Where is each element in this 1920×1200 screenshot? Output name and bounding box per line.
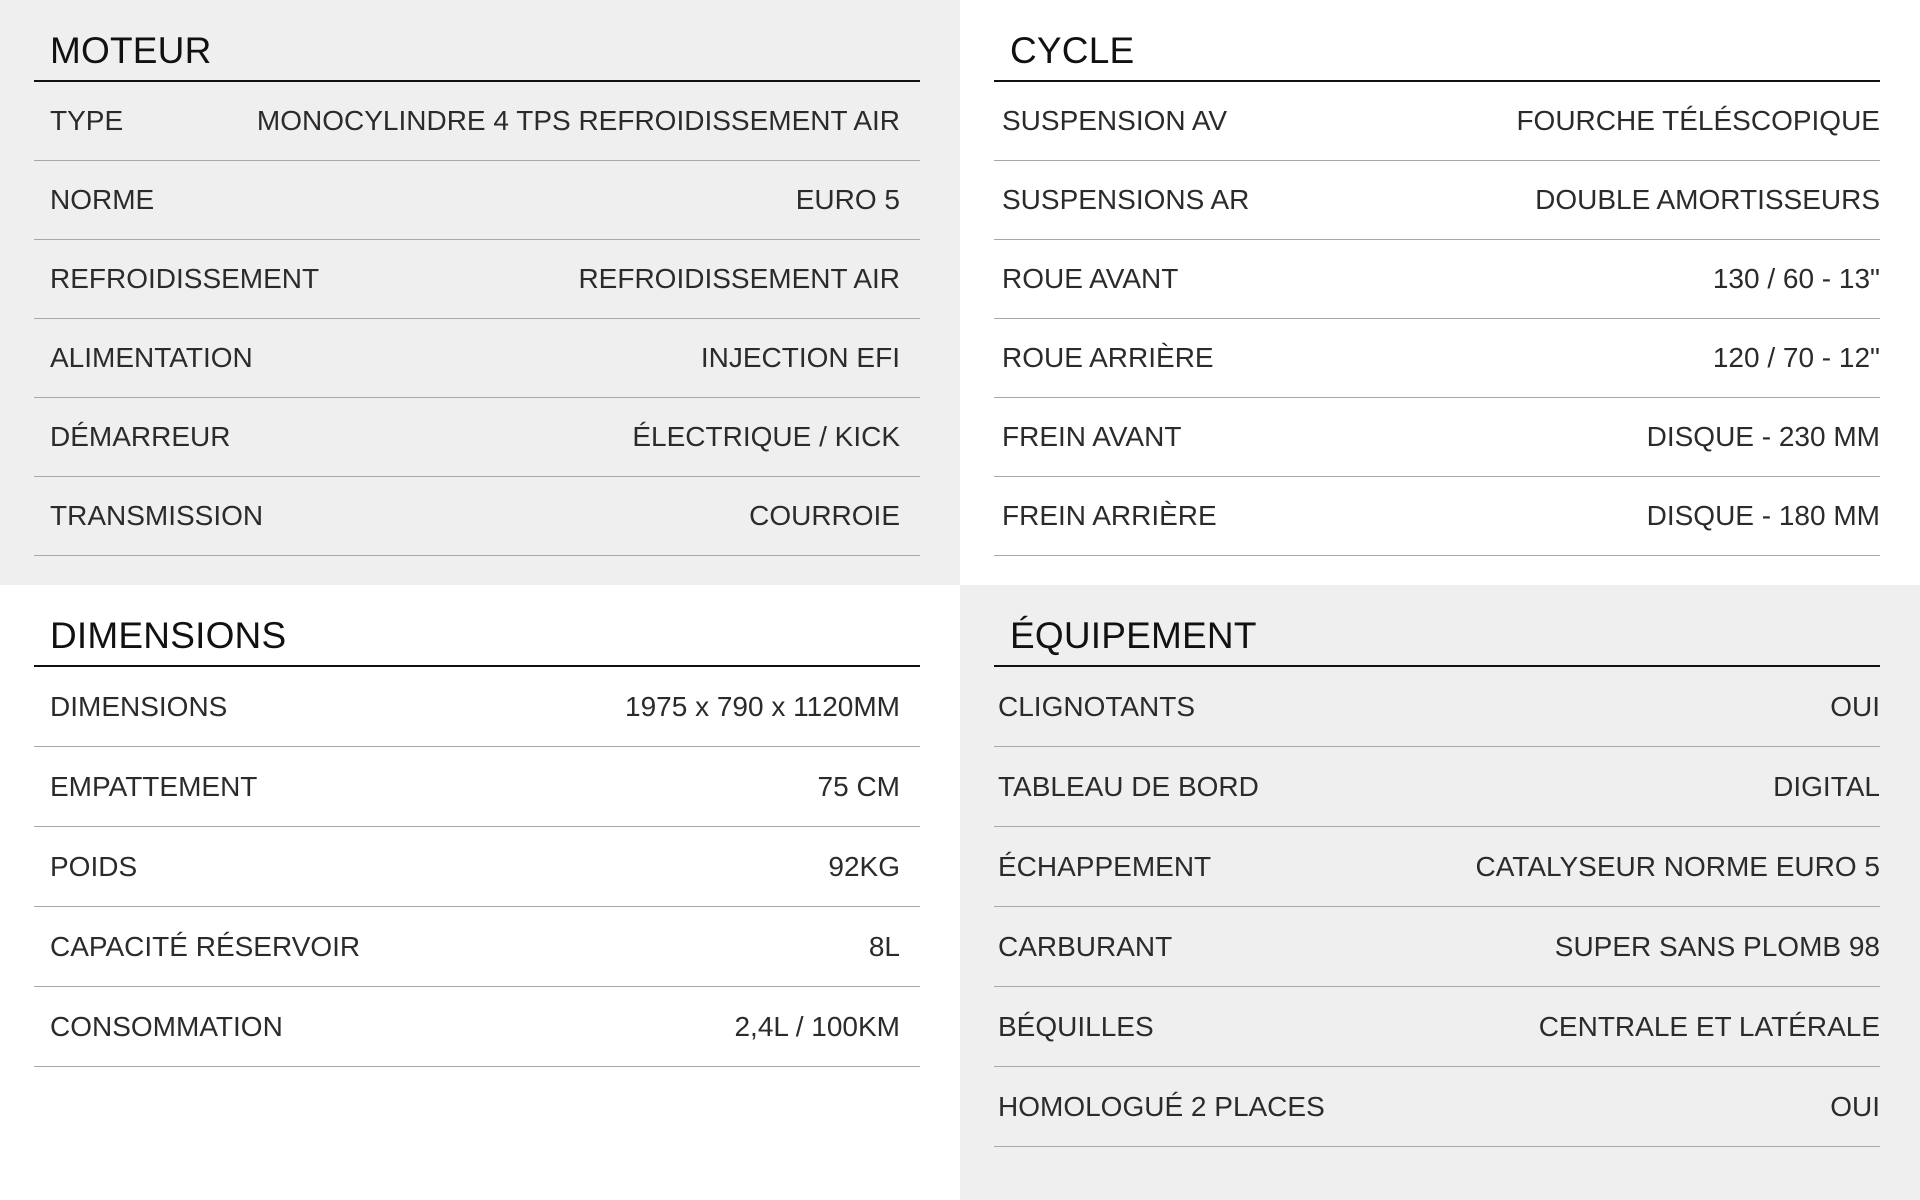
section-title-cycle: CYCLE xyxy=(994,22,1880,82)
spec-row xyxy=(34,827,920,907)
spec-row xyxy=(994,82,1880,161)
spec-row xyxy=(994,161,1880,240)
spec-value: 1975 x 790 x 1120MM xyxy=(625,690,900,722)
dimensions-section xyxy=(34,607,920,1067)
spec-row xyxy=(34,747,920,827)
spec-row xyxy=(34,987,920,1067)
spec-label: BÉQUILLES xyxy=(998,1010,1154,1042)
spec-label: TRANSMISSION xyxy=(50,500,264,531)
spec-value: 120 / 70 - 12" xyxy=(1712,342,1880,373)
spec-value: OUI xyxy=(1830,1090,1880,1122)
spec-row xyxy=(994,240,1880,319)
spec-label: REFROIDISSEMENT xyxy=(50,263,320,294)
spec-label: DÉMARREUR xyxy=(50,421,231,452)
spec-value: DISQUE - 180 MM xyxy=(1646,500,1880,531)
spec-label: SUSPENSION AV xyxy=(1002,105,1228,136)
spec-value: ÉLECTRIQUE / KICK xyxy=(632,421,900,452)
spec-label: ROUE ARRIÈRE xyxy=(1002,342,1214,373)
spec-label: ALIMENTATION xyxy=(50,342,253,373)
spec-row xyxy=(34,477,920,556)
moteur-panel xyxy=(0,0,960,585)
spec-label: EMPATTEMENT xyxy=(50,770,258,802)
spec-value: MONOCYLINDRE 4 TPS REFROIDISSEMENT AIR xyxy=(256,105,900,136)
spec-value: 92KG xyxy=(828,850,900,882)
spec-value: DIGITAL xyxy=(1773,770,1880,802)
spec-row xyxy=(994,667,1880,747)
spec-list-equipement xyxy=(994,667,1880,1147)
spec-label: DIMENSIONS xyxy=(50,690,228,722)
section-title-dimensions: DIMENSIONS xyxy=(34,607,920,667)
cycle-panel xyxy=(960,0,1920,585)
spec-label: ROUE AVANT xyxy=(1002,263,1179,294)
spec-value: INJECTION EFI xyxy=(700,342,900,373)
spec-label: FREIN ARRIÈRE xyxy=(1002,500,1217,531)
spec-label: POIDS xyxy=(50,850,138,882)
spec-value: COURROIE xyxy=(749,500,900,531)
spec-label: ÉCHAPPEMENT xyxy=(998,850,1212,882)
spec-list-dimensions xyxy=(34,667,920,1067)
spec-value: CENTRALE ET LATÉRALE xyxy=(1538,1010,1880,1042)
dimensions-panel xyxy=(0,585,960,1200)
spec-row xyxy=(994,398,1880,477)
spec-row xyxy=(994,747,1880,827)
spec-value: FOURCHE TÉLÉSCOPIQUE xyxy=(1516,105,1880,136)
spec-label: CONSOMMATION xyxy=(50,1010,283,1042)
spec-value: CATALYSEUR NORME EURO 5 xyxy=(1475,850,1880,882)
spec-row xyxy=(34,319,920,398)
spec-value: DOUBLE AMORTISSEURS xyxy=(1535,184,1880,215)
spec-value: 2,4L / 100KM xyxy=(734,1010,900,1042)
equipement-section xyxy=(994,607,1880,1147)
moteur-section xyxy=(34,22,920,556)
spec-label: FREIN AVANT xyxy=(1002,421,1182,452)
spec-value: DISQUE - 230 MM xyxy=(1646,421,1880,452)
section-title-moteur: MOTEUR xyxy=(34,22,920,82)
spec-row xyxy=(34,82,920,161)
spec-value: OUI xyxy=(1830,690,1880,722)
spec-value: REFROIDISSEMENT AIR xyxy=(578,263,900,294)
spec-value: SUPER SANS PLOMB 98 xyxy=(1554,930,1880,962)
spec-value: EURO 5 xyxy=(795,184,900,215)
spec-row xyxy=(994,319,1880,398)
spec-list-moteur xyxy=(34,82,920,556)
spec-value: 75 CM xyxy=(817,770,900,802)
spec-label: TYPE xyxy=(50,105,124,136)
spec-row xyxy=(34,667,920,747)
spec-label: SUSPENSIONS AR xyxy=(1002,184,1250,215)
spec-value: 8L xyxy=(868,930,900,962)
equipement-panel xyxy=(960,585,1920,1200)
spec-label: NORME xyxy=(50,184,155,215)
spec-row xyxy=(34,240,920,319)
spec-label: CAPACITÉ RÉSERVOIR xyxy=(50,930,361,962)
spec-row xyxy=(34,161,920,240)
spec-value: 130 / 60 - 13" xyxy=(1712,263,1880,294)
spec-label: TABLEAU DE BORD xyxy=(998,770,1259,802)
cycle-section xyxy=(994,22,1880,556)
spec-row xyxy=(994,987,1880,1067)
section-title-equipement: ÉQUIPEMENT xyxy=(994,607,1880,667)
spec-row xyxy=(994,1067,1880,1147)
spec-row xyxy=(994,477,1880,556)
spec-row xyxy=(34,398,920,477)
spec-list-cycle xyxy=(994,82,1880,556)
spec-label: CARBURANT xyxy=(998,930,1173,962)
spec-row xyxy=(34,907,920,987)
spec-row xyxy=(994,907,1880,987)
spec-row xyxy=(994,827,1880,907)
spec-label: HOMOLOGUÉ 2 PLACES xyxy=(998,1090,1325,1122)
spec-label: CLIGNOTANTS xyxy=(998,690,1196,722)
